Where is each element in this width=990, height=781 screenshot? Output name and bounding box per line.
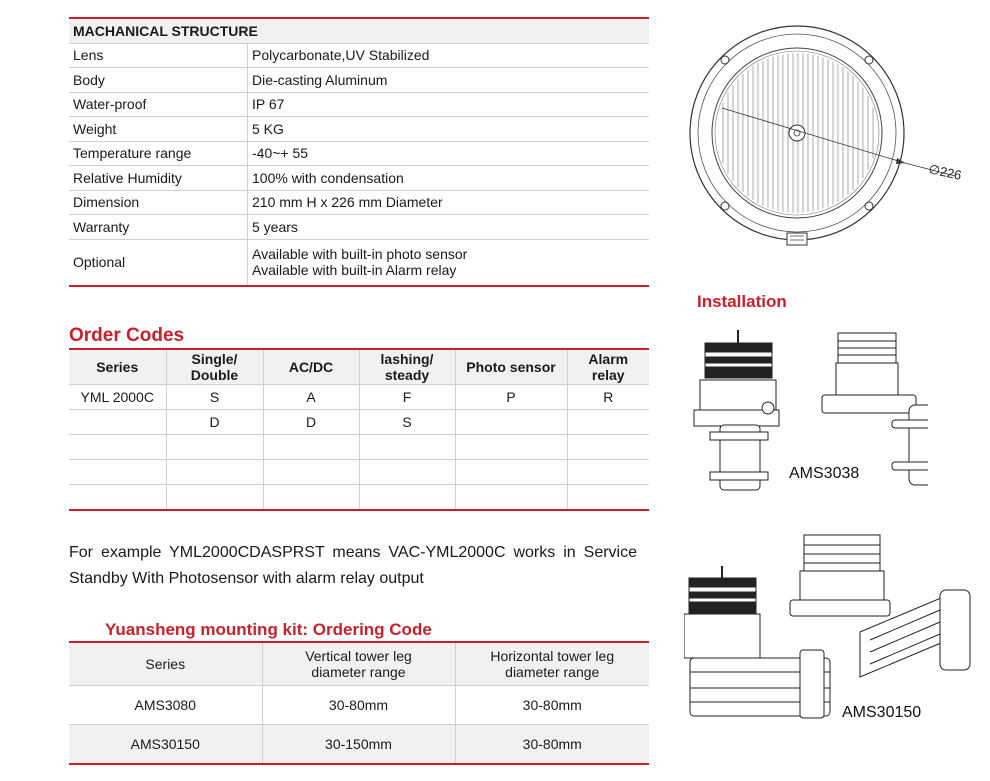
table-row bbox=[69, 460, 649, 485]
installation-title: Installation bbox=[697, 292, 787, 311]
col-header-single-double: Single/ Double bbox=[166, 349, 263, 385]
table-row: AMS3080 30-80mm 30-80mm bbox=[69, 686, 649, 725]
table-row bbox=[69, 239, 649, 286]
order-codes-title: Order Codes bbox=[69, 325, 185, 346]
mechanical-title: MACHANICAL STRUCTURE bbox=[69, 18, 649, 43]
table-header-row bbox=[69, 642, 649, 686]
caption-ams30150: AMS30150 bbox=[842, 704, 922, 721]
table-row bbox=[69, 117, 649, 142]
optional-line-1: Available with built-in photo sensor bbox=[252, 246, 468, 262]
spec-value: Polycarbonate,UV Stabilized bbox=[248, 43, 650, 68]
col-header-horizontal: Horizontal tower leg diameter range bbox=[455, 642, 649, 686]
table-header-row bbox=[69, 349, 649, 385]
spec-label: Temperature range bbox=[69, 141, 248, 166]
col-header-acdc: AC/DC bbox=[263, 349, 359, 385]
spec-label: Weight bbox=[69, 117, 248, 142]
table-row bbox=[69, 166, 649, 191]
col-header-series: Series bbox=[69, 642, 262, 686]
col-header-series: Series bbox=[69, 349, 166, 385]
col-header-photo-sensor: Photo sensor bbox=[455, 349, 567, 385]
spec-label: Warranty bbox=[69, 215, 248, 240]
spec-label: Dimension bbox=[69, 190, 248, 215]
spec-value bbox=[248, 239, 650, 286]
spec-value: -40~+ 55 bbox=[248, 141, 650, 166]
spec-label: Optional bbox=[69, 239, 248, 286]
spec-label: Lens bbox=[69, 43, 248, 68]
example-paragraph: For example YML2000CDASPRST means VAC-YML2000C works in Service Standby With Photosensor with alarm relay output bbox=[69, 544, 637, 587]
table-row bbox=[69, 43, 649, 68]
spec-value: 100% with condensation bbox=[248, 166, 650, 191]
spec-value: IP 67 bbox=[248, 92, 650, 117]
table-row bbox=[69, 485, 649, 511]
spec-value: 210 mm H x 226 mm Diameter bbox=[248, 190, 650, 215]
mounting-kit-title: Yuansheng mounting kit: Ordering Code bbox=[105, 620, 432, 639]
order-codes-table bbox=[69, 348, 649, 511]
diameter-label: ∅226 bbox=[927, 161, 963, 183]
spec-label: Relative Humidity bbox=[69, 166, 248, 191]
table-row: D D S bbox=[69, 410, 649, 435]
table-row: YML 2000C S A F P R bbox=[69, 385, 649, 410]
col-header-lashing: lashing/ steady bbox=[359, 349, 455, 385]
table-row bbox=[69, 141, 649, 166]
col-header-alarm-relay: Alarm relay bbox=[567, 349, 649, 385]
table-row bbox=[69, 92, 649, 117]
caption-ams3038: AMS3038 bbox=[789, 465, 860, 482]
spec-label: Body bbox=[69, 68, 248, 93]
table-row: AMS30150 30-150mm 30-80mm bbox=[69, 725, 649, 765]
mounting-kit-table bbox=[69, 641, 649, 765]
spec-value: 5 years bbox=[248, 215, 650, 240]
table-row bbox=[69, 68, 649, 93]
lamp-top-view-drawing bbox=[684, 12, 974, 262]
table-row bbox=[69, 435, 649, 460]
optional-line-2: Available with built-in Alarm relay bbox=[252, 262, 457, 278]
col-header-vertical: Vertical tower leg diameter range bbox=[262, 642, 455, 686]
spec-label: Water-proof bbox=[69, 92, 248, 117]
spec-value: Die-casting Aluminum bbox=[248, 68, 650, 93]
mechanical-structure-table bbox=[69, 17, 649, 287]
installation-drawing-ams30150 bbox=[684, 520, 974, 720]
spec-value: 5 KG bbox=[248, 117, 650, 142]
table-row bbox=[69, 190, 649, 215]
table-row bbox=[69, 215, 649, 240]
